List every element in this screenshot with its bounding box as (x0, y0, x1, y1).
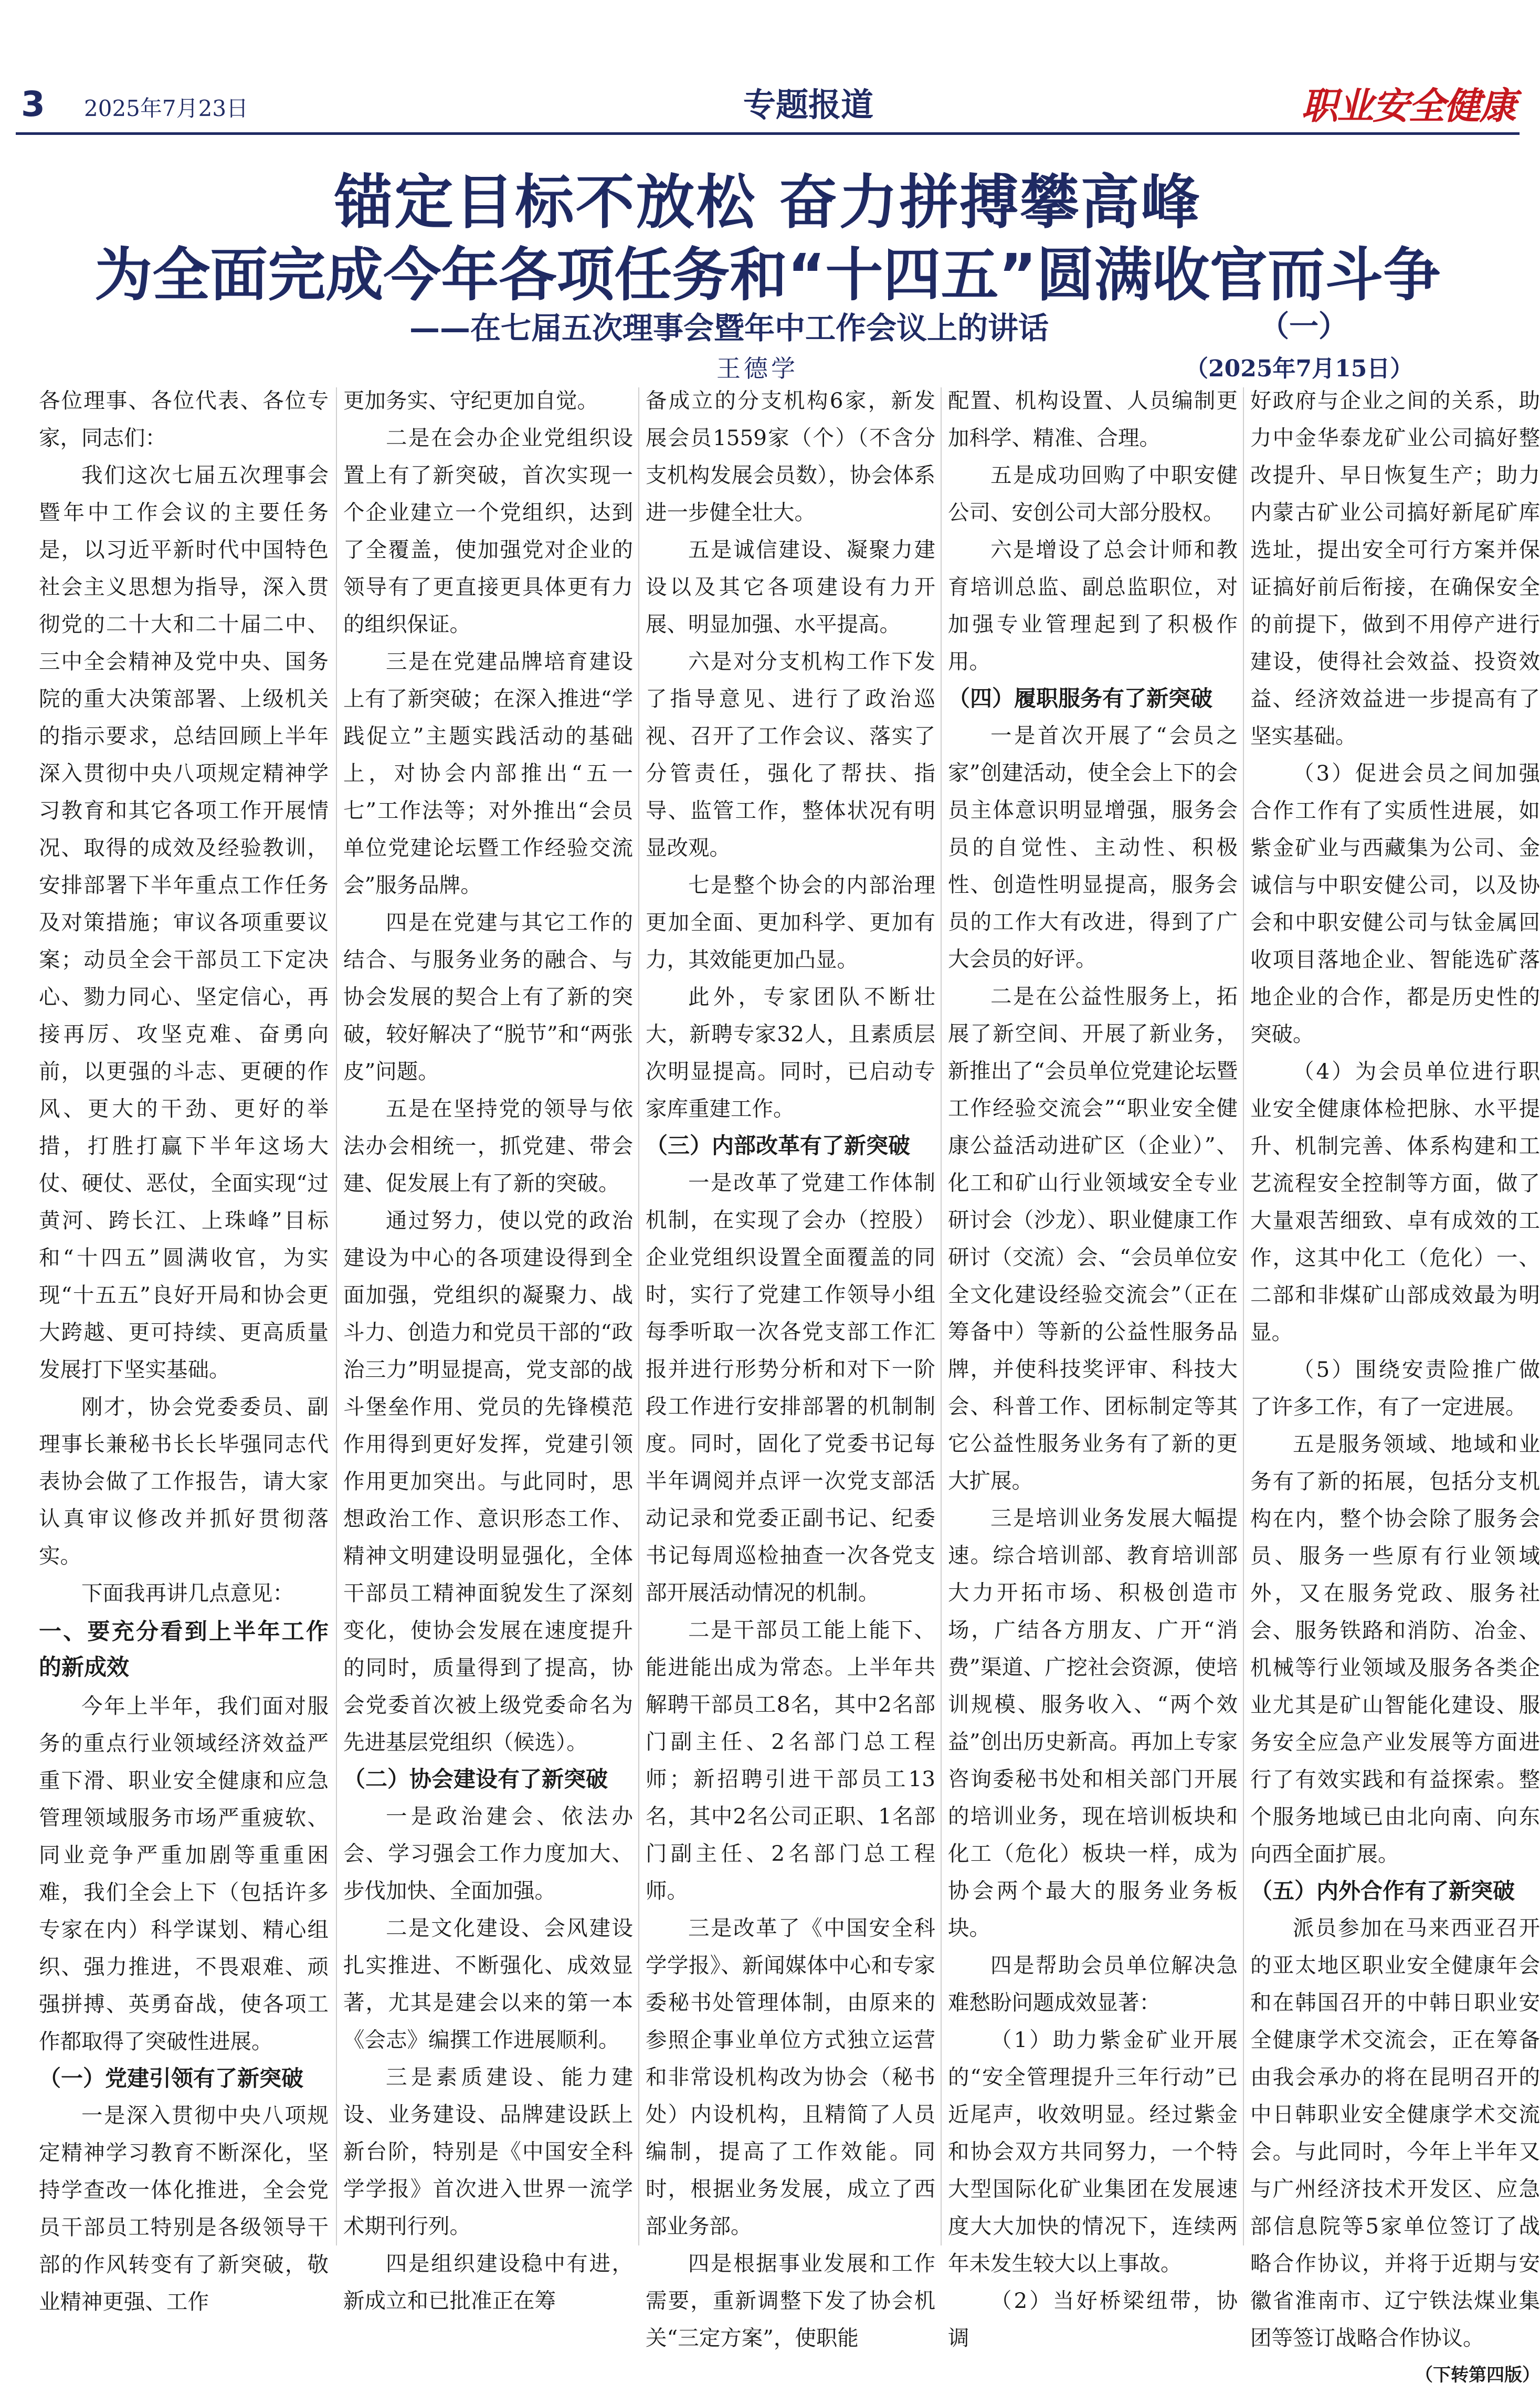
article-paragraph: 好政府与企业之间的关系，助力中金华泰龙矿业公司搞好整改提升、早日恢复生产；助力内蒙古矿业公司搞好新尾矿库选址，提出安全可行方案并保证搞好前后衔接，在确保安全的前提下，做到不用停产进行建设，使得社会效益、投资效益、经济效益进一步提高有了坚实基础。 (1250, 388, 1540, 748)
article-paragraph: （4）为会员单位进行职业安全健康体检把脉、水平提升、机制完善、体系构建和工艺流程安全控制等方面，做了大量艰苦细致、卓有成效的工作，这其中化工（危化）一、二部和非煤矿山部成效最为明显。 (1250, 1059, 1540, 1345)
column-divider (638, 387, 639, 2245)
article-paragraph: 三是在党建品牌培育建设上有了新突破；在深入推进“学践促立”主题实践活动的基础上，对协会内部推出“五一七”工作法等；对外推出“会员单位党建论坛暨工作经验交流会”服务品牌。 (343, 649, 633, 898)
continued-note: （下转第四版） (1415, 2365, 1540, 2386)
article-body (39, 382, 1540, 2386)
article-paragraph: 五是诚信建设、凝聚力建设以及其它各项建设有力开展、明显加强、水平提高。 (646, 537, 935, 637)
article-paragraph: 七是整个协会的内部治理更加全面、更加科学、更加有力，其效能更加凸显。 (646, 872, 935, 972)
article-paragraph: （3）促进会员之间加强合作工作有了实质性进展，如紫金矿业与西藏集为公司、金诚信与中职安健公司，以及协会和中职安健公司与钛金属回收项目落地企业、智能选矿落地企业的合作，都是历史性的突破。 (1250, 761, 1540, 1047)
article-paragraph: 通过努力，使以党的政治建设为中心的各项建设得到全面加强，党组织的凝聚力、战斗力、创造力和党员干部的“政治三力”明显提高，党支部的战斗堡垒作用、党员的先锋模范作用得到更好发挥，党建引领作用更加突出。与此同时，思想政治工作、意识形态工作、精神文明建设明显强化，全体干部员工精神面貌发生了深刻变化，使协会发展在速度提升的同时，质量得到了提高，协会党委首次被上级党委命名为先进基层党组织（候选）。 (343, 1208, 633, 1755)
series-part-label: （一） (1260, 309, 1348, 344)
article-column-5 (1250, 382, 1540, 2386)
article-paragraph: 备成立的分支机构6家，新发展会员1559家（个）（不含分支机构发展会员数），协会体系进一步健全壮大。 (646, 388, 935, 525)
author-byline: 王德学 (716, 354, 798, 383)
article-paragraph: 四是根据事业发展和工作需要，重新调整下发了协会机关“三定方案”，使职能 (646, 2251, 935, 2350)
article-paragraph: 一是首次开展了“会员之家”创建活动，使全会上下的会员主体意识明显增强，服务会员的自觉性、主动性、积极性、创造性明显提高，服务会员的工作大有改进，得到了广大会员的好评。 (948, 723, 1238, 972)
article-paragraph: 六是对分支机构工作下发了指导意见、进行了政治巡视、召开了工作会议、落实了分管责任，强化了帮扶、指导、监管工作，整体状况有明显改观。 (646, 649, 935, 860)
article-column-2 (343, 382, 633, 2313)
column-divider (336, 387, 337, 2245)
article-paragraph: 五是成功回购了中职安健公司、安创公司大部分股权。 (948, 462, 1238, 525)
article-column-4 (948, 382, 1238, 2350)
article-paragraph: 三是培训业务发展大幅提速。综合培训部、教育培训部大力开拓市场、积极创造市场，广结各方朋友、广开“消费”渠道、广挖社会资源，使培训规模、服务收入、“两个效益”创出历史新高。再加上专家咨询委秘书处和相关部门开展的培训业务，现在培训板块和化工（危化）板块一样，成为协会两个最大的服务业务板块。 (948, 1505, 1238, 1940)
masthead (0, 0, 1535, 135)
article-paragraph: 刚才，协会党委委员、副理事长兼秘书长长毕强同志代表协会做了工作报告，请大家认真审议修改并抓好贯彻落实。 (39, 1394, 329, 1568)
article-column-3 (646, 382, 935, 2350)
speech-date: （2025年7月15日） (1185, 355, 1414, 382)
headline-line-2: 为全面完成今年各项任务和“十四五”圆满收官而斗争 (94, 241, 1441, 309)
article-paragraph: 下面我再讲几点意见： (81, 1580, 294, 1606)
article-paragraph: 四是在党建与其它工作的结合、与服务业务的融合、与协会发展的契合上有了新的突破，较好解决了“脱节”和“两张皮”问题。 (343, 910, 633, 1084)
headline-line-1: 锚定目标不放松 奋力拼搏攀高峰 (334, 168, 1201, 237)
column-divider (1243, 387, 1244, 2245)
article-paragraph: 我们这次七届五次理事会暨年中工作会议的主要任务是，以习近平新时代中国特色社会主义思想为指导，深入贯彻党的二十大和二十届二中、三中全会精神及党中央、国务院的重大决策部署、上级机关的指示要求，总结回顾上半年深入贯彻中央八项规定精神学习教育和其它各项工作开展情况、取得的成效及经验教训，安排部署下半年重点工作任务及对策措施；审议各项重要议案；动员全会干部员工下定决心、勠力同心、坚定信心，再接再厉、攻坚克难、奋勇向前，以更强的斗志、更硬的作风、更大的干劲、更好的举措，打胜打赢下半年这场大仗、硬仗、恶仗，全面实现“过黄河、跨长江、上珠峰”目标和“十四五”圆满收官，为实现“十五五”良好开局和协会更大跨越、更可持续、更高质量发展打下坚实基础。 (39, 462, 329, 1382)
article-paragraph: （2）当好桥梁纽带，协调 (948, 2288, 1238, 2350)
issue-date: 2025年7月23日 (84, 96, 249, 121)
article-paragraph: 三是素质建设、能力建设、业务建设、品牌建设跃上新台阶，特别是《中国安全科学学报》首次进入世界一流学术期刊行列。 (343, 2064, 633, 2239)
header-rule (16, 132, 1520, 135)
article-paragraph: 一是改革了党建工作体制机制，在实现了会办（控股）企业党组织设置全面覆盖的同时，实行了党建工作领导小组每季听取一次各党支部工作汇报并进行形势分析和对下一阶段工作进行安排部署的机制制度。同时，固化了党委书记每半年调阅并点评一次党支部活动记录和党委正副书记、纪委书记每周巡检抽查一次各党支部开展活动情况的机制。 (646, 1170, 935, 1605)
article-paragraph: 派员参加在马来西亚召开的亚太地区职业安全健康年会和在韩国召开的中韩日职业安全健康学术交流会，正在筹备由我会承办的将在昆明召开的中日韩职业安全健康学术交流会。与此同时，今年上半年又与广州经济技术开发区、应急部信息院等5家单位签订了战略合作协议，并将于近期与安徽省淮南市、辽宁铁法煤业集团等签订战略合作协议。 (1250, 1915, 1540, 2350)
article-paragraph: 此外，专家团队不断壮大，新聘专家32人，且素质层次明显提高。同时，已启动专家库重建工作。 (646, 984, 935, 1121)
article-paragraph: 六是增设了总会计师和教育培训总监、副总监职位，对加强专业管理起到了积极作用。 (948, 537, 1238, 674)
subsection-heading: （三）内部改革有了新突破 (646, 1133, 911, 1158)
article-paragraph: （5）围绕安责险推广做了许多工作，有了一定进展。 (1250, 1357, 1540, 1419)
article-paragraph: 二是在会办企业党组织设置上有了新突破，首次实现一个企业建立一个党组织，达到了全覆盖，使加强党对企业的领导有了更直接更具体更有力的组织保证。 (343, 425, 633, 637)
article-paragraph: 三是改革了《中国安全科学学报》、新闻媒体中心和专家委秘书处管理体制，由原来的参照企事业单位方式独立运营和非常设机构改为协会（秘书处）内设机构，且精简了人员编制，提高了工作效能。同时，根据业务发展，成立了西部业务部。 (646, 1915, 935, 2239)
column-divider (941, 387, 942, 2245)
article-paragraph: 二是在公益性服务上，拓展了新空间、开展了新业务，新推出了“会员单位党建论坛暨工作经验交流会”“职业安全健康公益活动进矿区（企业）”、化工和矿山行业领域安全专业研讨会（沙龙）、职业健康工作研讨（交流）会、“会员单位安全文化建设经验交流会”（正在筹备中）等新的公益性服务品牌，并使科技奖评审、科技大会、科普工作、团标制定等其它公益性服务业务有了新的更大扩展。 (948, 984, 1238, 1493)
article-paragraph: （1）助力紫金矿业开展的“安全管理提升三年行动”已近尾声，收效明显。经过紫金和协会双方共同努力，一个特大型国际化矿业集团在发展速度大大加快的情况下，连续两年未发生较大以上事故。 (948, 2027, 1238, 2276)
article-paragraph: 一是深入贯彻中央八项规定精神学习教育不断深化，坚持学查改一体化推进，全会党员干部员工特别是各级领导干部的作风转变有了新突破，敬业精神更强、工作 (39, 2103, 329, 2314)
article-column-1 (39, 382, 329, 2314)
subsection-heading: （五）内外合作有了新突破 (1250, 1878, 1515, 1904)
section-title: 专题报道 (743, 86, 873, 124)
article-paragraph: 二是干部员工能上能下、能进能出成为常态。上半年共解聘干部员工8名，其中2名部门副主任、2名部门总工程师；新招聘引进干部员工13名，其中2名公司正职、1名部门副主任、2名部门总工程师。 (646, 1617, 935, 1903)
article-paragraph: 五是在坚持党的领导与依法办会相统一，抓党建、带会建、促发展上有了新的突破。 (343, 1096, 633, 1196)
subsection-heading: （二）协会建设有了新突破 (343, 1766, 608, 1792)
page-number: 3 (21, 84, 45, 124)
article-paragraph: 配置、机构设置、人员编制更加科学、精准、合理。 (948, 388, 1238, 450)
article-paragraph: 四是帮助会员单位解决急难愁盼问题成效显著： (948, 1953, 1238, 2015)
headline-subtitle: ——在七届五次理事会暨年中工作会议上的讲话 (409, 310, 1049, 346)
article-paragraph: 五是服务领域、地域和业务有了新的拓展，包括分支机构在内，整个协会除了服务会员、服务一些原有行业领域外，又在服务党政、服务社会、服务铁路和消防、冶金、机械等行业领域及服务各类企业尤其是矿山智能化建设、服务安全应急产业发展等方面进行了有效实践和有益探索。整个服务地域已由北向南、向东向西全面扩展。 (1250, 1431, 1540, 1866)
article-paragraph: 各位理事、各位代表、各位专家，同志们： (39, 388, 329, 450)
section-heading: 一、要充分看到上半年工作的新成效 (39, 1619, 329, 1681)
article-paragraph: 今年上半年，我们面对服务的重点行业领域经济效益严重下滑、职业安全健康和应急管理领域服务市场严重疲软、同业竞争严重加剧等重重困难，我们全会上下（包括许多专家在内）科学谋划、精心组织、强力推进，不畏艰难、顽强拼搏、英勇奋战，使各项工作都取得了突破性进展。 (39, 1693, 329, 2054)
subsection-heading: （一）党建引领有了新突破 (39, 2065, 304, 2091)
article-paragraph: 更加务实、守纪更加自觉。 (343, 388, 598, 413)
subsection-heading: （四）履职服务有了新突破 (948, 685, 1213, 711)
newspaper-logo: 职业安全健康 (1301, 84, 1515, 128)
article-paragraph: 一是政治建会、依法办会、学习强会工作力度加大、步伐加快、全面加强。 (343, 1804, 633, 1903)
article-paragraph: 四是组织建设稳中有进，新成立和已批准正在筹 (343, 2251, 633, 2313)
article-paragraph: 二是文化建设、会风建设扎实推进、不断强化、成效显著，尤其是建会以来的第一本《会志》编撰工作进展顺利。 (343, 1915, 633, 2052)
